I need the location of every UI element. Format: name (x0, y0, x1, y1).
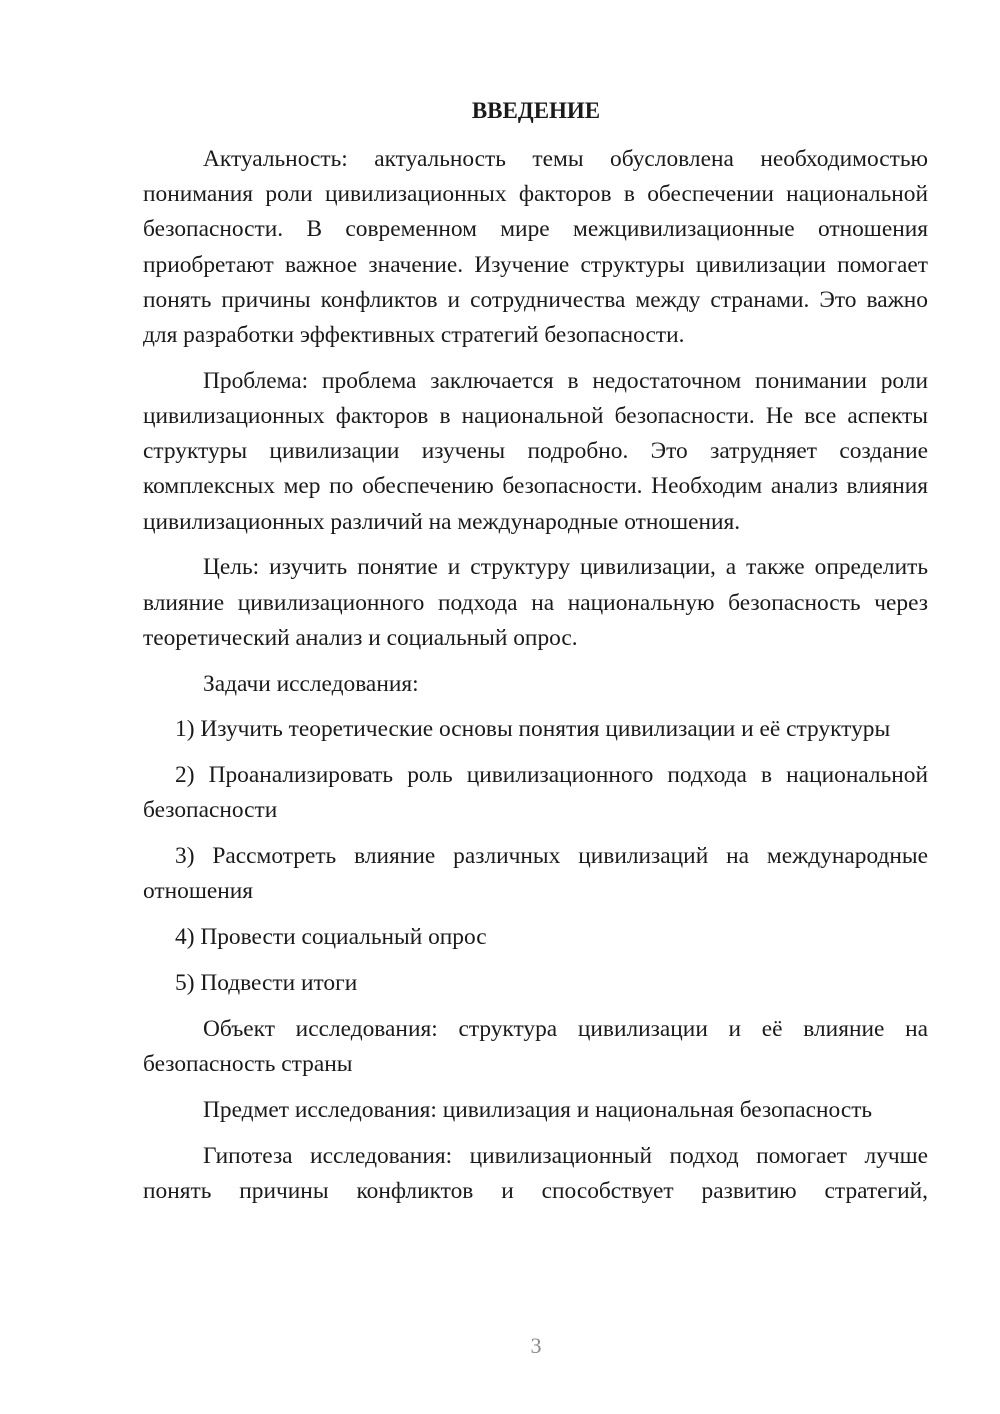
task-item-1: 1) Изучить теоретические основы понятия цивилизации и её структуры (175, 716, 891, 743)
tasks-intro: Задачи исследования: (203, 670, 419, 697)
section-heading: ВВЕДЕНИЕ (471, 98, 601, 123)
object-paragraph: Объект исследования: структура цивилизации и её влияние на безопасность страны (143, 1015, 928, 1078)
hypothesis-paragraph: Гипотеза исследования: цивилизационный подход помогает лучше понять причины конфликтов и способствует развитию стратегий, (143, 1142, 928, 1204)
task-item-5: 5) Подвести итоги (175, 970, 358, 997)
goal-paragraph: Цель: изучить понятие и структуру цивилизации, а также определить влияние цивилизационного подхода на национальную безопасность через теоретический анализ и социальный опрос. (143, 554, 928, 651)
relevance-paragraph: Актуальность: актуальность темы обусловлена необходимостью понимания роли цивилизационных факторов в обеспечении национальной безопасности. В современном мире межцивилизационные отношения приобретают важное значение. Изучение структуры цивилизации помогает понять причины конфликтов и сотрудничества между странами. Это важно для разработки эффективных стратегий безопасности. (143, 146, 928, 349)
problem-paragraph: Проблема: проблема заключается в недостаточном понимании роли цивилизационных факторов в национальной безопасности. Не все аспекты структуры цивилизации изучены подробно. Это затрудняет создание комплексных мер по обеспечению безопасности. Необходим анализ влияния цивилизационных различий на международные отношения. (143, 367, 928, 535)
subject-paragraph: Предмет исследования: цивилизация и национальная безопасность (203, 1096, 873, 1123)
task-item-2: 2) Проанализировать роль цивилизационного подхода в национальной безопасности (143, 762, 928, 824)
page-number: 3 (530, 1333, 542, 1358)
document-body (143, 142, 928, 1209)
task-item-3: 3) Рассмотреть влияние различных цивилизаций на международные отношения (143, 843, 928, 905)
task-item-4: 4) Провести социальный опрос (175, 924, 487, 951)
